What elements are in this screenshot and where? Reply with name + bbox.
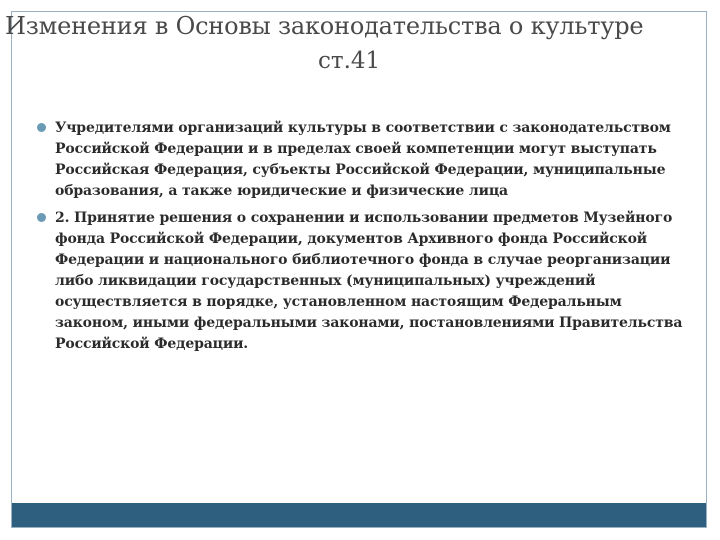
bullet-text: 2. Принятие решения о сохранении и использовании предметов Музейного фонда Российской Федерации, документов Архивного фонда Российской Федерации и национального библиотечного фонда в случае реорганизации либо ликвидации государственных (муниципальных) учреждений осуществляется в порядке, установленном настоящим Федеральным законом, иными федеральными законами, постановлениями Правительства Российской Федерации. xyxy=(55,210,683,352)
bullet-text: Учредителями организаций культуры в соответствии с законодательством Российской Федерации и в пределах своей компетенции могут выступать Российская Федерация, субъекты Российской Федерации, муниципальные образования, а также юридические и физические лица xyxy=(55,120,671,199)
bullet-item-museum-fund xyxy=(35,208,695,355)
bullet-dot-icon xyxy=(37,213,46,222)
slide-title: Изменения в Основы законодательства о культуре xyxy=(5,12,644,40)
bullet-dot-icon xyxy=(37,123,46,132)
bullet-item-founders xyxy=(35,118,695,202)
footer-bar xyxy=(12,503,706,527)
bullet-list xyxy=(35,118,695,361)
slide-subtitle-article: ст.41 xyxy=(318,48,381,74)
